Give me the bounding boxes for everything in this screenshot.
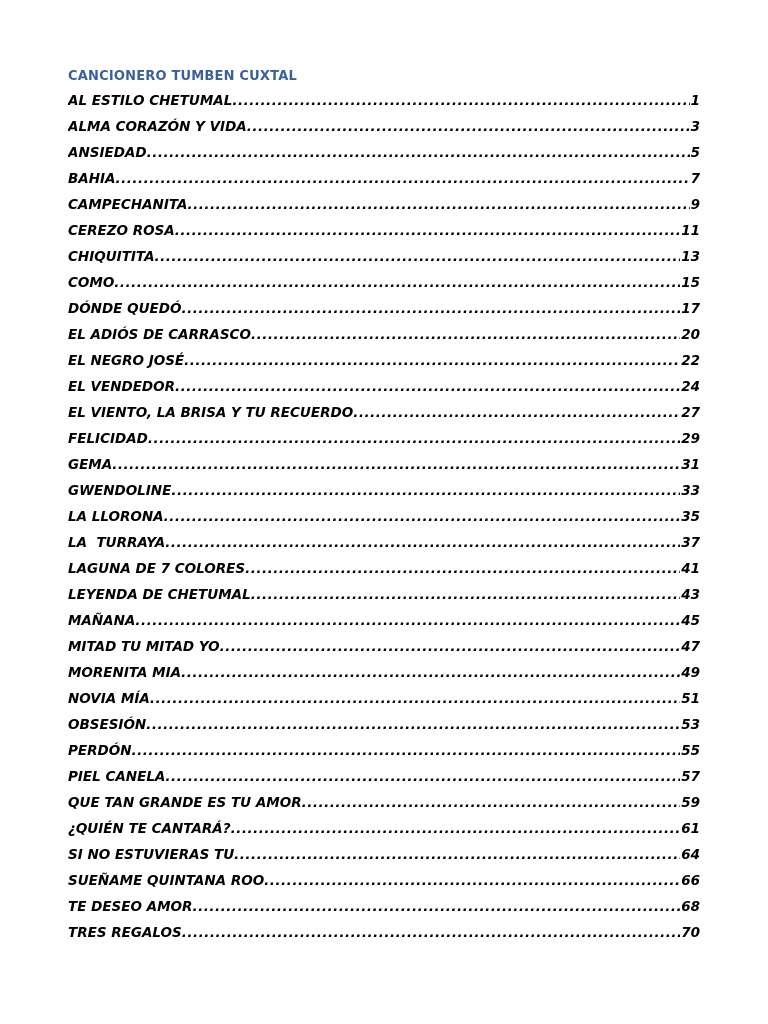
table-of-contents [68,88,700,946]
toc-entry [68,478,700,504]
toc-entry-title: MITAD TU MITAD YO [68,639,220,655]
dot-leader [234,842,680,868]
dot-leader [181,660,680,686]
toc-entry [68,894,700,920]
toc-entry [68,920,700,946]
dot-leader [247,114,690,140]
toc-entry [68,738,700,764]
toc-entry-title: PIEL CANELA [68,769,166,785]
toc-entry-title: PERDÓN [68,743,132,759]
toc-page-number: 66 [681,873,700,889]
toc-entry [68,244,700,270]
toc-page-number: 57 [681,769,700,785]
toc-entry-title: MAÑANA [68,613,136,629]
toc-entry [68,842,700,868]
toc-entry [68,868,700,894]
toc-entry-title: LA LLORONA [68,509,164,525]
dot-leader [112,452,680,478]
toc-entry [68,114,700,140]
toc-entry-title: ALMA CORAZÓN Y VIDA [68,119,247,135]
toc-page-number: 22 [681,353,700,369]
toc-page-number: 17 [681,301,700,317]
dot-leader [147,140,690,166]
dot-leader [155,244,681,270]
toc-entry [68,504,700,530]
dot-leader [181,296,680,322]
toc-entry-title: LA TURRAYA [68,535,166,551]
toc-entry-title: ANSIEDAD [68,145,147,161]
toc-page-number: 43 [681,587,700,603]
dot-leader [150,686,680,712]
toc-entry [68,816,700,842]
toc-entry [68,582,700,608]
toc-entry-title: EL VIENTO, LA BRISA Y TU RECUERDO [68,405,354,421]
toc-entry [68,712,700,738]
toc-page-number: 47 [681,639,700,655]
dot-leader [165,764,680,790]
toc-entry-title: DÓNDE QUEDÓ [68,301,182,317]
toc-entry [68,608,700,634]
toc-page-number: 37 [681,535,700,551]
dot-leader [232,88,689,114]
toc-entry-title: SUEÑAME QUINTANA ROO [68,873,265,889]
toc-entry-title: OBSESIÓN [68,717,147,733]
toc-entry-title: CHIQUITITA [68,249,155,265]
toc-entry [68,296,700,322]
toc-page-number: 35 [681,509,700,525]
toc-page-number: 20 [681,327,700,343]
toc-entry-title: GWENDOLINE [68,483,172,499]
toc-entry-title: SI NO ESTUVIERAS TU [68,847,235,863]
dot-leader [116,166,690,192]
document-title: CANCIONERO TUMBEN CUXTAL [68,69,297,84]
toc-entry [68,790,700,816]
toc-entry [68,426,700,452]
toc-entry [68,218,700,244]
toc-entry-title: QUE TAN GRANDE ES TU AMOR [68,795,302,811]
toc-entry-title: EL VENDEDOR [68,379,175,395]
toc-page-number: 27 [681,405,700,421]
toc-entry-title: TRES REGALOS [68,925,182,941]
toc-page-number: 15 [681,275,700,291]
toc-page-number: 55 [681,743,700,759]
toc-entry-title: EL NEGRO JOSÉ [68,353,185,369]
toc-entry [68,764,700,790]
toc-page-number: 68 [681,899,700,915]
dot-leader [231,816,681,842]
dot-leader [188,192,690,218]
toc-entry-title: BAHIA [68,171,116,187]
dot-leader [264,868,680,894]
toc-entry [68,530,700,556]
toc-entry [68,88,700,114]
dot-leader [165,530,680,556]
toc-entry-title: ¿QUIÉN TE CANTARÁ? [68,821,231,837]
dot-leader [135,608,680,634]
toc-page-number: 3 [690,119,700,135]
toc-page-number: 59 [681,795,700,811]
toc-entry-title: MORENITA MIA [68,665,182,681]
dot-leader [175,218,680,244]
toc-page-number: 61 [681,821,700,837]
toc-entry [68,660,700,686]
toc-entry-title: AL ESTILO CHETUMAL [68,93,233,109]
toc-entry-title: TE DESEO AMOR [68,899,193,915]
toc-page-number: 24 [681,379,700,395]
toc-entry-title: FELICIDAD [68,431,148,447]
toc-page-number: 1 [690,93,700,109]
toc-entry [68,452,700,478]
dot-leader [171,478,680,504]
toc-entry-title: NOVIA MÍA [68,691,150,707]
toc-page-number: 9 [690,197,700,213]
toc-page-number: 64 [681,847,700,863]
toc-entry-title: LEYENDA DE CHETUMAL [68,587,251,603]
dot-leader [220,634,681,660]
toc-page-number: 7 [690,171,700,187]
toc-page-number: 51 [681,691,700,707]
toc-entry-title: CEREZO ROSA [68,223,175,239]
dot-leader [132,738,681,764]
toc-entry-title: EL ADIÓS DE CARRASCO [68,327,251,343]
dot-leader [302,790,681,816]
toc-entry [68,322,700,348]
toc-entry [68,400,700,426]
toc-entry [68,374,700,400]
toc-page-number: 45 [681,613,700,629]
dot-leader [251,582,681,608]
toc-page-number: 41 [681,561,700,577]
dot-leader [245,556,680,582]
toc-entry-title: GEMA [68,457,113,473]
toc-entry [68,556,700,582]
dot-leader [146,712,680,738]
toc-entry-title: LAGUNA DE 7 COLORES [68,561,246,577]
toc-entry [68,270,700,296]
toc-page-number: 70 [681,925,700,941]
toc-entry-title: CAMPECHANITA [68,197,188,213]
toc-entry [68,166,700,192]
toc-page-number: 13 [681,249,700,265]
dot-leader [114,270,680,296]
dot-leader [251,322,680,348]
dot-leader [148,426,680,452]
toc-page-number: 33 [681,483,700,499]
toc-page-number: 5 [690,145,700,161]
dot-leader [182,920,680,946]
toc-entry [68,348,700,374]
toc-entry [68,634,700,660]
toc-entry [68,686,700,712]
dot-leader [164,504,681,530]
toc-entry [68,192,700,218]
dot-leader [184,348,680,374]
dot-leader [192,894,680,920]
toc-page-number: 49 [681,665,700,681]
toc-page-number: 11 [681,223,700,239]
dot-leader [353,400,680,426]
toc-page-number: 29 [681,431,700,447]
toc-page-number: 31 [681,457,700,473]
document-page [68,66,700,946]
dot-leader [175,374,680,400]
toc-entry [68,140,700,166]
toc-page-number: 53 [681,717,700,733]
toc-entry-title: COMO [68,275,115,291]
